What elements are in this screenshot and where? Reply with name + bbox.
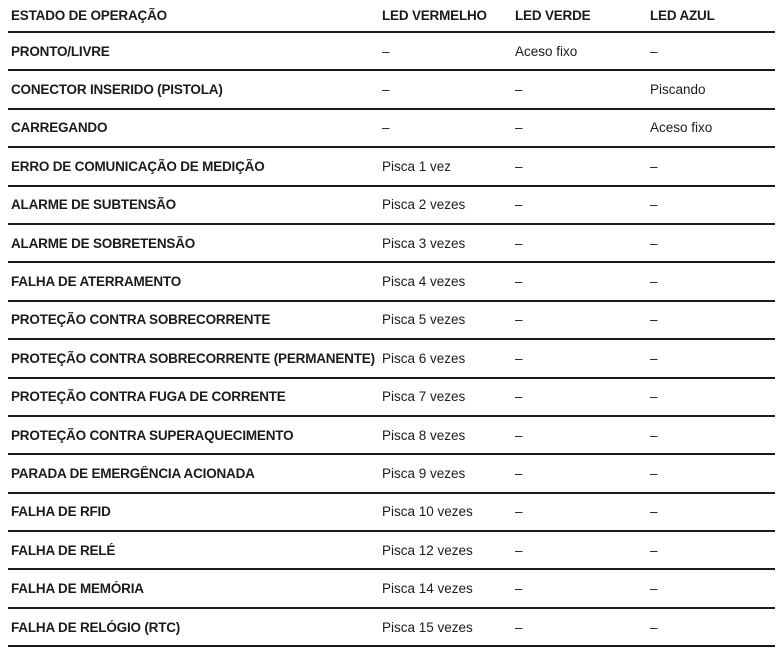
led-azul-cell: – xyxy=(650,274,658,290)
column-header-led-verde: LED VERDE xyxy=(515,8,591,23)
led-azul-cell: – xyxy=(650,158,658,174)
led-azul-cell: Aceso fixo xyxy=(650,120,713,136)
table-row xyxy=(8,532,775,570)
led-verde-cell: – xyxy=(515,82,523,98)
table-row xyxy=(8,148,775,186)
table-row xyxy=(8,110,775,148)
estado-cell: FALHA DE MEMÓRIA xyxy=(11,581,144,597)
led-vermelho-cell: Pisca 14 vezes xyxy=(382,581,473,597)
led-verde-cell: Aceso fixo xyxy=(515,43,578,59)
led-vermelho-cell: Pisca 5 vezes xyxy=(382,312,466,328)
column-header-led-vermelho: LED VERMELHO xyxy=(382,8,487,23)
led-azul-cell: – xyxy=(650,312,658,328)
table-row xyxy=(8,379,775,417)
led-vermelho-cell: Pisca 2 vezes xyxy=(382,197,466,213)
table-row xyxy=(8,33,775,71)
led-vermelho-cell: – xyxy=(382,82,390,98)
table-row xyxy=(8,570,775,608)
led-verde-cell: – xyxy=(515,197,523,213)
estado-cell: FALHA DE RELÓGIO (RTC) xyxy=(11,619,181,635)
table-row xyxy=(8,340,775,378)
table-row xyxy=(8,187,775,225)
estado-cell: ALARME DE SUBTENSÃO xyxy=(11,197,176,213)
led-vermelho-cell: Pisca 12 vezes xyxy=(382,542,473,558)
estado-cell: PRONTO/LIVRE xyxy=(11,43,110,59)
led-verde-cell: – xyxy=(515,581,523,597)
led-vermelho-cell: Pisca 8 vezes xyxy=(382,427,466,443)
estado-cell: FALHA DE ATERRAMENTO xyxy=(11,274,181,290)
table-header-row xyxy=(8,0,775,33)
led-azul-cell: – xyxy=(650,465,658,481)
led-verde-cell: – xyxy=(515,619,523,635)
led-azul-cell: Piscando xyxy=(650,82,706,98)
led-verde-cell: – xyxy=(515,235,523,251)
table-row xyxy=(8,494,775,532)
estado-cell: FALHA DE RFID xyxy=(11,504,111,520)
led-azul-cell: – xyxy=(650,427,658,443)
led-vermelho-cell: Pisca 6 vezes xyxy=(382,350,466,366)
table-row xyxy=(8,455,775,493)
led-azul-cell: – xyxy=(650,581,658,597)
table-row xyxy=(8,225,775,263)
estado-cell: ERRO DE COMUNICAÇÃO DE MEDIÇÃO xyxy=(11,158,265,174)
estado-cell: PROTEÇÃO CONTRA FUGA DE CORRENTE xyxy=(11,389,286,405)
led-verde-cell: – xyxy=(515,120,523,136)
led-azul-cell: – xyxy=(650,389,658,405)
led-verde-cell: – xyxy=(515,312,523,328)
table-row xyxy=(8,71,775,109)
led-vermelho-cell: Pisca 9 vezes xyxy=(382,465,466,481)
led-verde-cell: – xyxy=(515,542,523,558)
estado-cell: PROTEÇÃO CONTRA SOBRECORRENTE (PERMANENTE) xyxy=(11,350,375,366)
led-verde-cell: – xyxy=(515,465,523,481)
led-vermelho-cell: Pisca 4 vezes xyxy=(382,274,466,290)
table-row xyxy=(8,417,775,455)
led-verde-cell: – xyxy=(515,350,523,366)
led-verde-cell: – xyxy=(515,389,523,405)
led-status-table xyxy=(8,0,775,647)
led-vermelho-cell: Pisca 1 vez xyxy=(382,158,452,174)
led-verde-cell: – xyxy=(515,274,523,290)
led-azul-cell: – xyxy=(650,350,658,366)
led-vermelho-cell: – xyxy=(382,43,390,59)
led-azul-cell: – xyxy=(650,504,658,520)
led-vermelho-cell: Pisca 10 vezes xyxy=(382,504,473,520)
column-header-led-azul: LED AZUL xyxy=(650,8,715,23)
table-body xyxy=(8,33,775,647)
estado-cell: CARREGANDO xyxy=(11,120,108,136)
estado-cell: FALHA DE RELÉ xyxy=(11,542,116,558)
led-azul-cell: – xyxy=(650,43,658,59)
estado-cell: PROTEÇÃO CONTRA SOBRECORRENTE xyxy=(11,312,271,328)
estado-cell: CONECTOR INSERIDO (PISTOLA) xyxy=(11,82,223,98)
column-header-estado-de-operacao: ESTADO DE OPERAÇÃO xyxy=(11,8,167,23)
led-verde-cell: – xyxy=(515,158,523,174)
estado-cell: ALARME DE SOBRETENSÃO xyxy=(11,235,196,251)
led-vermelho-cell: – xyxy=(382,120,390,136)
led-verde-cell: – xyxy=(515,504,523,520)
led-azul-cell: – xyxy=(650,197,658,213)
table-row xyxy=(8,263,775,301)
table-row xyxy=(8,302,775,340)
led-azul-cell: – xyxy=(650,542,658,558)
estado-cell: PROTEÇÃO CONTRA SUPERAQUECIMENTO xyxy=(11,427,294,443)
led-vermelho-cell: Pisca 7 vezes xyxy=(382,389,466,405)
led-vermelho-cell: Pisca 15 vezes xyxy=(382,619,473,635)
led-azul-cell: – xyxy=(650,619,658,635)
led-vermelho-cell: Pisca 3 vezes xyxy=(382,235,466,251)
table-row xyxy=(8,609,775,647)
led-verde-cell: – xyxy=(515,427,523,443)
estado-cell: PARADA DE EMERGÊNCIA ACIONADA xyxy=(11,465,255,481)
led-azul-cell: – xyxy=(650,235,658,251)
